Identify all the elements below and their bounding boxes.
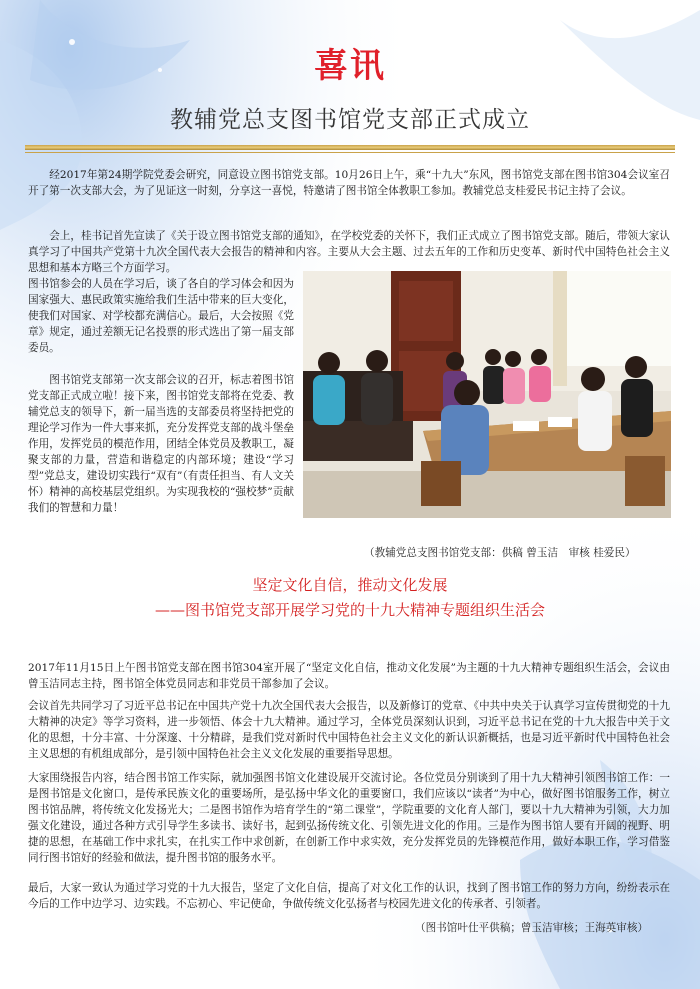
article1-paragraph-2: 会上，桂书记首先宣读了《关于设立图书馆党支部的通知》，在学校党委的关怀下，我们正式成立了图书馆党支部。随后，带领大家认真学习了中国共产党第十九次全国代表大会报告的精神和内容。主要从大会主题、过去五年的工作和历史变革、新时代中国特色社会主义思想和基本方略三个方面学习。 — [28, 230, 670, 274]
article2-subtitle: ——图书馆党支部开展学习党的十九大精神专题组织生活会 — [154, 601, 545, 619]
article2-credit: （图书馆叶仕平供稿；曾玉洁审核；王海英审核） — [415, 922, 649, 934]
article1-paragraph-1: 经2017年第24期学院党委会研究，同意设立图书馆党支部。10月26日上午，乘“十九大”东风，图书馆党支部在图书馆304会议室召开了第一次支部大会，为了见证这一时刻，分享这一喜悦，特邀请了图书馆全体教职工参加。教辅党总支桂爱民书记主持了会议。 — [28, 169, 670, 197]
headline: 教辅党总支图书馆党支部正式成立 — [170, 107, 530, 133]
article2-paragraph-4: 最后，大家一致认为通过学习党的十九大报告，坚定了文化自信，提高了对文化工作的认识，找到了图书馆工作的努力方向，纷纷表示在今后的工作中边学习、边实践。不忘初心、牢记使命，争做传统文化弘扬者与校园先进文化的传承者、引领者。 — [28, 882, 670, 910]
article2-paragraph-3: 大家围绕报告内容，结合图书馆工作实际，就加强图书馆文化建设展开交流讨论。各位党员分别谈到了用十九大精神引领图书馆工作：一是图书馆是文化窗口，是传承民族文化的重要场所，是弘扬中华文化的重要窗口，我们应该以“读者”为中心，做好图书馆服务工作，树立图书馆品牌，将传统文化发扬光大；二是图书馆作为培育学生的“第二课堂”，学院重要的文化育人部门，要以十九大精神为引领，大力加强文化建设，通过各种方式引导学生多读书、读好书，起到弘扬传统文化、引领先进文化的作用。三是作为图书馆人要有开阔的视野、明捷的思想，在基础工作中求扎实，在扎实工作中求创新，在创新工作中求实效，充分发挥党员的先锋模范作用，做好本职工作，学习借鉴同行图书馆好的经验和做法，提升图书馆的服务水平。 — [28, 772, 670, 864]
masthead-title: 喜讯 — [314, 46, 386, 86]
meeting-photo — [303, 271, 671, 518]
article2-paragraph-2: 会议首先共同学习了习近平总书记在中国共产党十九次全国代表大会报告，以及新修订的党章、《中共中央关于认真学习宣传贯彻党的十九大精神的决定》等学习资料，进一步领悟、体会十九大精神。通过学习，全体党员深刻认识到，习近平总书记在党的十九大报告中关于文化的思想，十分丰富、十分深邃、十分精辟，是我们党对新时代中国特色社会主义文化的新认识新概括，也是习近平新时代中国特色社会主义思想的有机组成部分，是引领中国特色社会主义文化发展的重要指导思想。 — [28, 700, 670, 760]
article1-credit: （教辅党总支图书馆党支部：供稿 曾玉洁 审核 桂爱民） — [364, 547, 636, 559]
article1-paragraph-2-wrap: 图书馆参会的人员在学习后，谈了各自的学习体会和因为国家强大、惠民政策实施给我们生活中带来的巨大变化，使我们对国家、对学校都充满信心。最后，大会按照《党章》规定，通过差额无记名投票的形式选出了第一届支部委员。 — [28, 278, 294, 354]
header-rule — [25, 145, 675, 150]
header-rule-thin — [25, 152, 675, 153]
article2-paragraph-1: 2017年11月15日上午图书馆党支部在图书馆304室开展了“坚定文化自信，推动文化发展”为主题的十九大精神专题组织生活会，会议由曾玉洁同志主持，图书馆全体党员同志和非党员干部参加了会议。 — [28, 662, 670, 690]
article2-title: 坚定文化自信，推动文化发展 — [252, 576, 448, 594]
article1-paragraph-3: 图书馆党支部第一次支部会议的召开，标志着图书馆党支部正式成立啦！接下来，图书馆党支部将在党委、教辅党总支的领导下，新一届当选的支部委员将坚持把党的理论学习作为一件大事来抓，充分发挥党支部的战斗堡垒作用，发挥党员的模范作用，团结全体党员及教职工，凝聚支部的力量，营造和谐稳定的内部环境；建设“学习型”党总支，建设切实践行“双有”（有责任担当、有人文关怀）精神的高校基层党组织。为实现我校的“强校梦”贡献我们的智慧和力量！ — [28, 374, 294, 514]
